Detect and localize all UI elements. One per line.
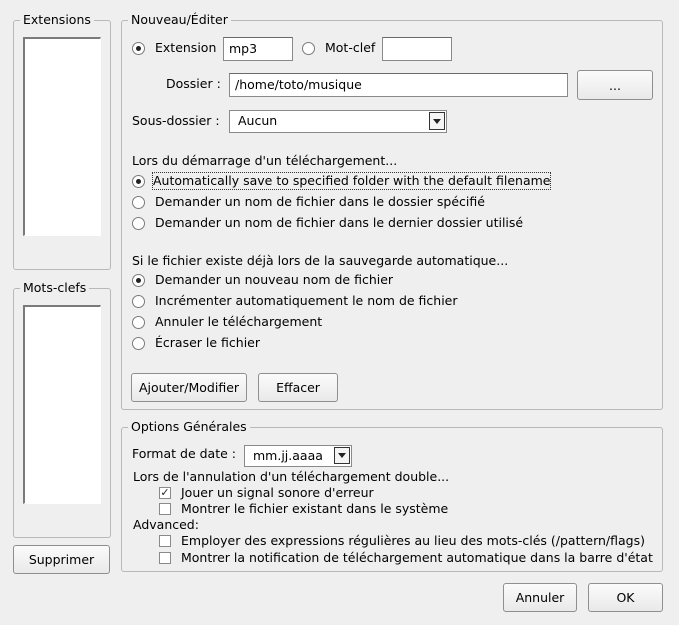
extensions-list[interactable] xyxy=(23,37,101,236)
if-exists-option-1-label[interactable]: Demander un nouveau nom de fichier xyxy=(155,272,394,287)
new-edit-legend: Nouveau/Éditer xyxy=(128,13,231,27)
subfolder-label: Sous-dossier : xyxy=(132,113,220,128)
clear-button[interactable]: Effacer xyxy=(258,373,338,402)
keyword-input[interactable] xyxy=(382,37,452,61)
if-exists-option-3-radio[interactable] xyxy=(132,316,145,329)
notification-checkbox[interactable] xyxy=(159,552,171,564)
add-modify-button[interactable]: Ajouter/Modifier xyxy=(131,373,247,402)
subfolder-select[interactable] xyxy=(229,110,447,133)
keywords-list[interactable] xyxy=(23,305,101,504)
chevron-down-icon[interactable] xyxy=(429,112,445,130)
if-exists-option-1-radio[interactable] xyxy=(132,274,145,287)
if-exists-option-3-label[interactable]: Annuler le téléchargement xyxy=(155,314,323,329)
keyword-label: Mot-clef xyxy=(325,40,376,55)
extension-radio[interactable] xyxy=(132,42,145,55)
on-start-option-2-label[interactable]: Demander un nom de fichier dans le dossier spécifié xyxy=(155,194,485,209)
extension-input[interactable]: mp3 xyxy=(223,37,293,61)
play-sound-checkbox[interactable]: ✓ xyxy=(160,486,170,499)
show-file-label[interactable]: Montrer le fichier existant dans le système xyxy=(181,501,449,516)
on-start-option-1-radio[interactable] xyxy=(132,175,145,188)
browse-button[interactable]: ... xyxy=(577,70,653,100)
keywords-legend: Mots-clefs xyxy=(20,281,89,295)
show-file-checkbox[interactable] xyxy=(159,503,171,515)
if-exists-heading: Si le fichier existe déjà lors de la sauvegarde automatique... xyxy=(132,253,509,268)
on-start-option-2-radio[interactable] xyxy=(132,196,145,209)
date-format-label: Format de date : xyxy=(132,446,236,461)
general-options-legend: Options Générales xyxy=(128,420,250,434)
on-start-option-3-label[interactable]: Demander un nom de fichier dans le dernier dossier utilisé xyxy=(155,215,524,230)
advanced-label: Advanced: xyxy=(133,517,199,532)
play-sound-label[interactable]: Jouer un signal sonore d'erreur xyxy=(181,485,374,500)
extensions-legend: Extensions xyxy=(20,13,94,27)
folder-label: Dossier : xyxy=(166,76,221,91)
date-format-value: mm.jj.aaaa xyxy=(253,448,323,463)
if-exists-option-4-radio[interactable] xyxy=(132,337,145,350)
chevron-down-icon[interactable] xyxy=(334,447,350,464)
if-exists-option-2-radio[interactable] xyxy=(132,295,145,308)
on-start-option-1-label[interactable]: Automatically save to specified folder with the default filename xyxy=(153,173,551,188)
on-cancel-heading: Lors de l'annulation d'un téléchargement double... xyxy=(133,469,450,484)
ok-button[interactable]: OK xyxy=(588,583,663,612)
cancel-button[interactable]: Annuler xyxy=(503,583,577,612)
if-exists-option-2-label[interactable]: Incrémenter automatiquement le nom de fichier xyxy=(155,293,458,308)
notification-label[interactable]: Montrer la notification de téléchargement automatique dans la barre d'état xyxy=(181,550,653,565)
delete-button[interactable]: Supprimer xyxy=(13,545,110,574)
folder-input[interactable]: /home/toto/musique xyxy=(229,73,568,97)
regex-checkbox[interactable] xyxy=(159,535,171,547)
on-start-option-3-radio[interactable] xyxy=(132,217,145,230)
on-start-heading: Lors du démarrage d'un téléchargement... xyxy=(132,153,398,168)
keyword-radio[interactable] xyxy=(302,42,315,55)
subfolder-value: Aucun xyxy=(238,113,278,128)
extension-label: Extension xyxy=(155,40,217,55)
regex-label[interactable]: Employer des expressions régulières au lieu des mots-clés (/pattern/flags) xyxy=(181,533,645,548)
if-exists-option-4-label[interactable]: Écraser le fichier xyxy=(155,335,260,350)
date-format-select[interactable] xyxy=(244,445,352,467)
